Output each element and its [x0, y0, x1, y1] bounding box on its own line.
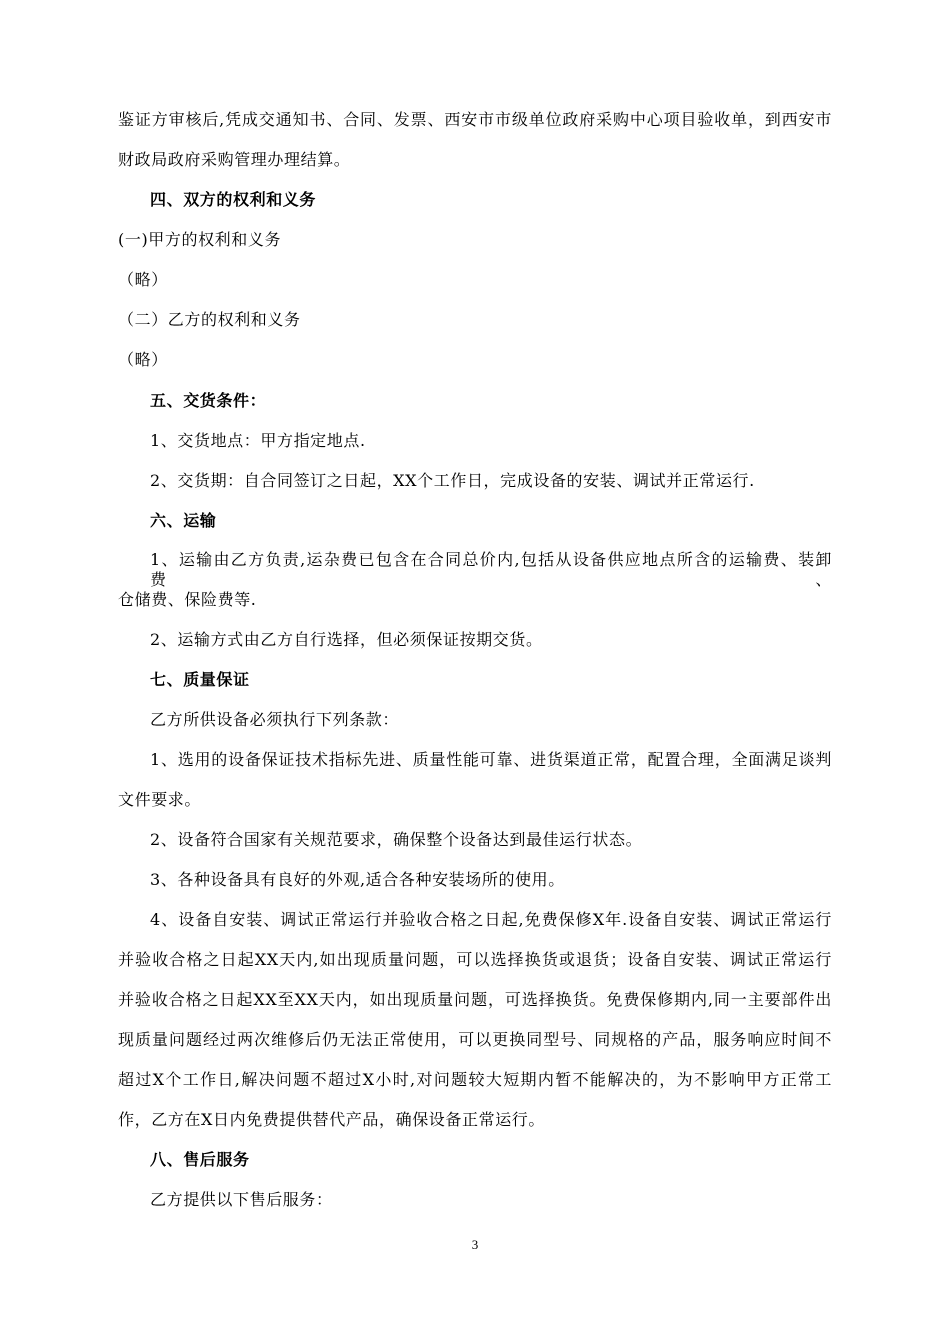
text-line: 乙方所供设备必须执行下列条款：	[150, 710, 400, 729]
text-line: 1、交货地点：甲方指定地点.	[150, 431, 366, 450]
text-line: （略）	[118, 350, 168, 369]
text-line: 文件要求。	[118, 790, 202, 809]
text-line: 2、交货期：自合同签订之日起，XX个工作日，完成设备的安装、调试并正常运行.	[150, 471, 755, 490]
text-line: 并验收合格之日起XX至XX天内，如出现质量问题，可选择换货。免费保修期内,同一主要部件出	[118, 990, 832, 1009]
text-line: 2、设备符合国家有关规范要求，确保整个设备达到最佳运行状态。	[150, 830, 643, 849]
text-line: 作，乙方在X日内免费提供替代产品，确保设备正常运行。	[118, 1110, 545, 1129]
text-line: 1、选用的设备保证技术指标先进、质量性能可靠、进货渠道正常，配置合理，全面满足谈判	[150, 750, 832, 769]
text-line: 3、各种设备具有良好的外观,适合各种安装场所的使用。	[150, 870, 565, 889]
text-line: 4、设备自安装、调试正常运行并验收合格之日起,免费保修X年.设备自安装、调试正常运行	[150, 910, 832, 929]
section-heading-4: 四、双方的权利和义务	[150, 190, 317, 209]
text-line: 乙方提供以下售后服务：	[150, 1190, 333, 1209]
text-line: （略）	[118, 270, 168, 289]
text-line: 现质量问题经过两次维修后仍无法正常使用，可以更换同型号、同规格的产品，服务响应时间不	[118, 1030, 832, 1049]
subsection-heading: (一)甲方的权利和义务	[118, 230, 282, 249]
text-line: 财政局政府采购管理办理结算。	[118, 150, 351, 169]
text-line: 1、运输由乙方负责,运杂费已包含在合同总价内,包括从设备供应地点所含的运输费、装卸费、	[150, 550, 832, 589]
text-line: 2、运输方式由乙方自行选择，但必须保证按期交货。	[150, 630, 543, 649]
text-line: 并验收合格之日起XX天内,如出现质量问题，可以选择换货或退货；设备自安装、调试正常运行	[118, 950, 832, 969]
section-heading-6: 六、运输	[150, 511, 217, 530]
text-line: 仓储费、保险费等.	[118, 590, 257, 609]
subsection-heading: （二）乙方的权利和义务	[118, 310, 301, 329]
text-line: 超过X个工作日,解决问题不超过X小时,对问题较大短期内暂不能解决的，为不影响甲方正常工	[118, 1070, 832, 1089]
section-heading-5: 五、交货条件：	[150, 391, 267, 410]
text-line: 鉴证方审核后,凭成交通知书、合同、发票、西安市市级单位政府采购中心项目验收单，到西安市	[118, 110, 832, 129]
section-heading-8: 八、售后服务	[150, 1150, 250, 1169]
page-number: 3	[471, 1237, 479, 1252]
section-heading-7: 七、质量保证	[150, 670, 250, 689]
